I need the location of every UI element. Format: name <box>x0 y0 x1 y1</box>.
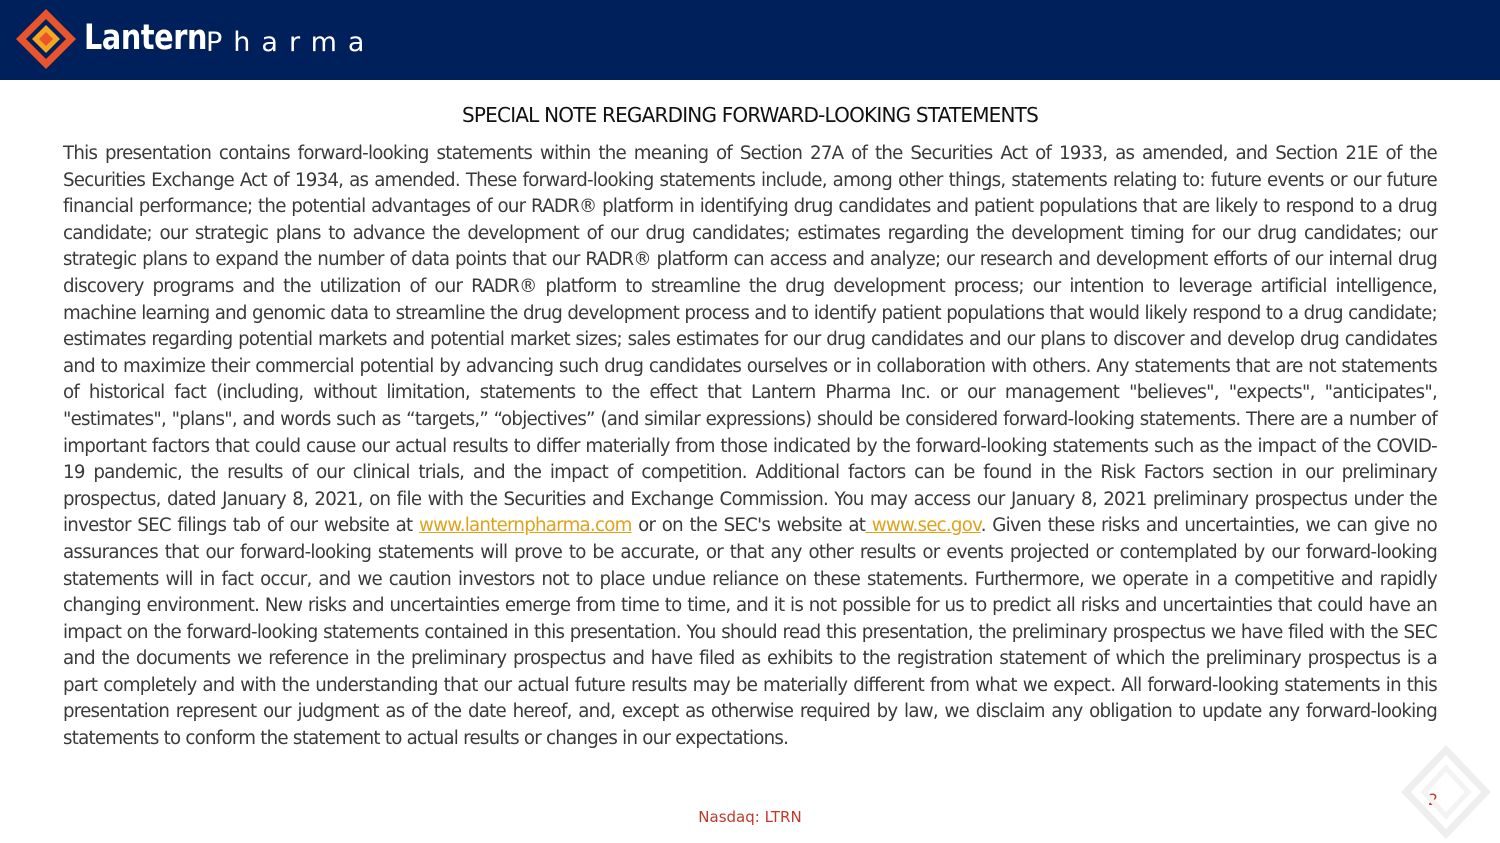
body-text-part2: or on the SEC's website at <box>638 515 866 537</box>
body-text-part1: This presentation contains forward-looking statements within the meaning of Section 27A of the Securities Act of 1933, as amended, and Section 21E of the Securities Exchange Act of 1934, as amended. These forward-looking statements include, among other things, statements relating to: future events or our future financial performance; the potential advantages of our RADR® platform in identifying drug candidates and patient populations that are likely to respond to a drug candidate; our strategic plans to advance the development of our drug candidates; estimates regarding the development timing for our drug candidates; our strategic plans to expand the number of data points that our RADR® platform can access and analyze; our research and development efforts of our internal drug discovery programs and the utilization of our RADR® platform to streamline the drug development process; our intention to leverage artificial intelligence, machine learning and genomic data to streamline the drug development process and to identify patient populations that would likely respond to a drug candidate; estimates regarding potential markets and potential market sizes; sales estimates for our drug candidates and our plans to discover and develop drug candidates and to maximize their commercial potential by advancing such drug candidates ourselves or in collaboration with others. Any statements that are not statements of historical fact (including, without limitation, statements to the effect that Lantern Pharma Inc. or our management "believes", "expects", "anticipates", "estimates", "plans", and words such as “targets,” “objectives” (and similar expressions) should be considered forward-looking statements. There are a number of important factors that could cause our actual results to differ materially from those indicated by the forward-looking statements such as the impact of the COVID-19 pandemic, the results of our clinical trials, and the impact of competition. Additional factors can be found in the Risk Factors section in our preliminary prospectus, dated January 8, 2021, on file with the Securities and Exchange Commission. You may access our January 8, 2021 preliminary prospectus under the investor SEC filings tab of our website at <box>63 143 1437 537</box>
header-bar <box>0 0 1500 80</box>
sec-gov-link[interactable]: www.sec.gov <box>865 515 981 537</box>
lantern-watermark-icon <box>1400 742 1492 842</box>
lanternpharma-link[interactable]: www.lanternpharma.com <box>418 515 632 537</box>
page-number: 2 <box>1427 790 1438 809</box>
lantern-logo-icon <box>14 7 78 71</box>
footer-ticker: Nasdaq: LTRN <box>698 808 802 826</box>
body-text-part3: . Given these risks and uncertainties, we can give no assurances that our forward-looking statements will prove to be accurate, or that any other results or events projected or contemplated by our forward-looking statements will in fact occur, and we caution investors not to place undue reliance on these statements. Furthermore, we operate in a competitive and rapidly changing environment. New risks and uncertainties emerge from time to time, and it is not possible for us to predict all risks and uncertainties that could have an impact on the forward-looking statements contained in this presentation. You should read this presentation, the preliminary prospectus we have filed with the SEC and the documents we reference in the preliminary prospectus and have filed as exhibits to the registration statement of which the preliminary prospectus is a part completely and with the understanding that our actual future results may be materially different from what we expect. All forward-looking statements in this presentation represent our judgment as of the date hereof, and, except as otherwise required by law, we disclaim any obligation to update any forward-looking statements to conform the statement to actual results or changes in our expectations. <box>63 515 1437 750</box>
slide-title: SPECIAL NOTE REGARDING FORWARD-LOOKING STATEMENTS <box>462 103 1038 127</box>
brand-name: Lantern <box>84 18 207 58</box>
disclaimer-paragraph <box>63 141 1437 753</box>
brand-suffix: Pharma <box>206 27 376 58</box>
